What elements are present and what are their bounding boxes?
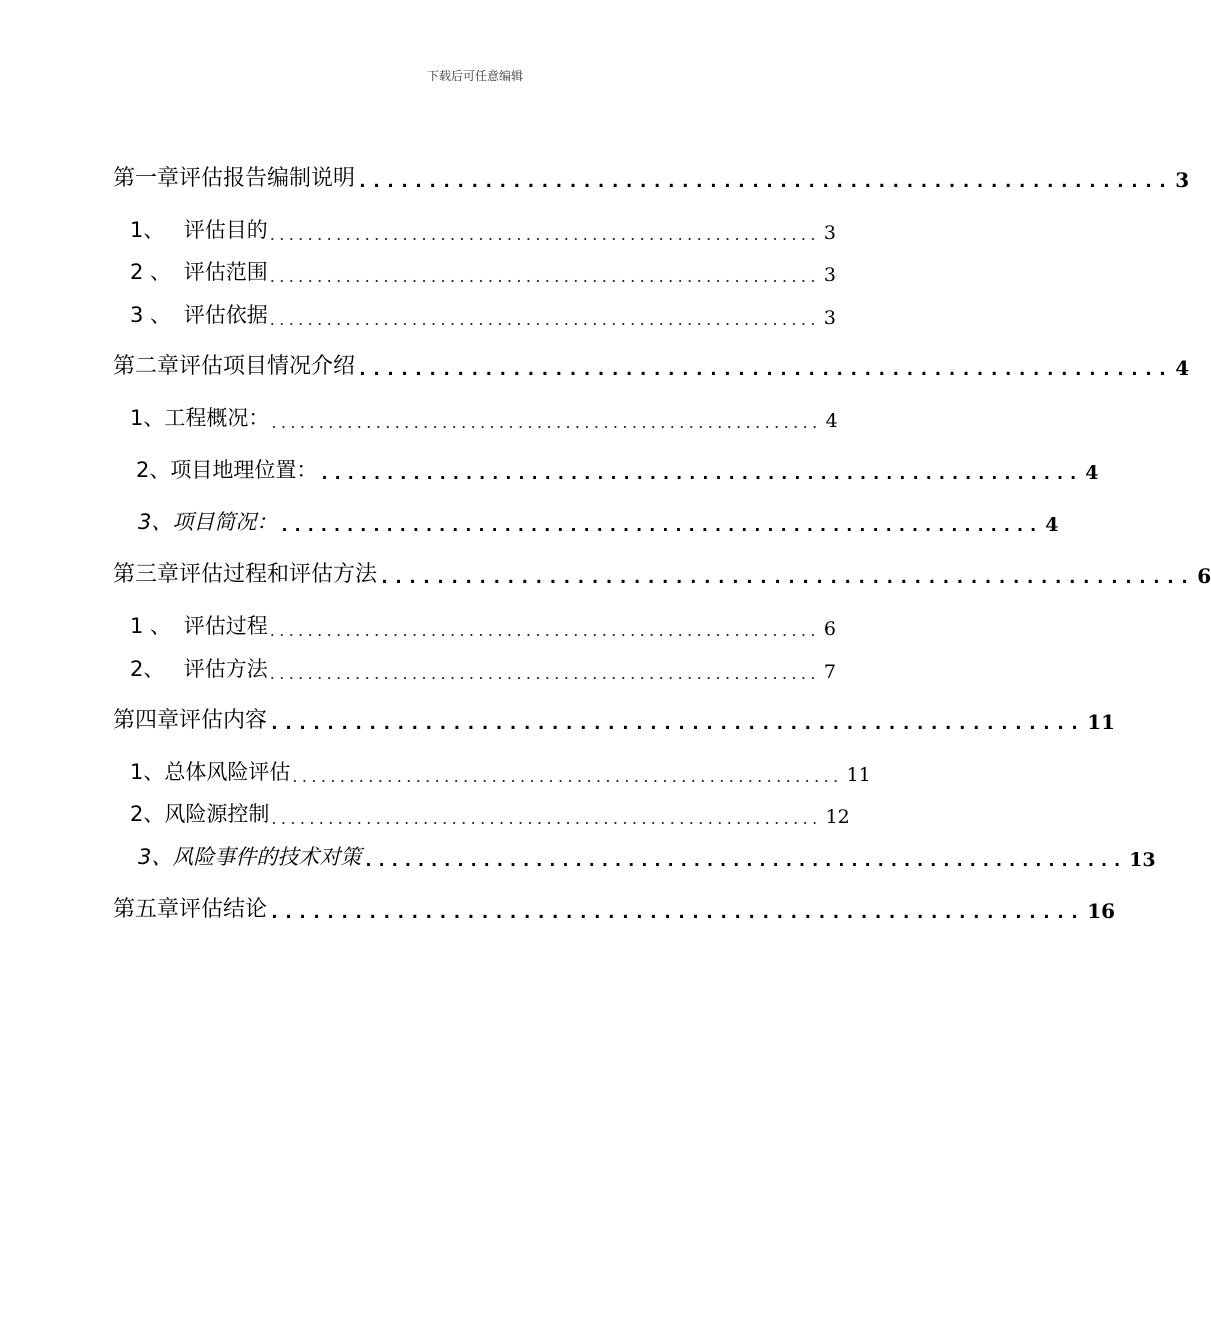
toc-entry-chapter-5[interactable] [0, 889, 1116, 923]
toc-entry-title: 评估报告编制说明 [179, 166, 356, 191]
toc-entry-page: 11 [1087, 710, 1116, 734]
toc-entry-chapter-1[interactable] [0, 158, 1190, 192]
toc-entry-page: 4 [825, 410, 838, 432]
toc-entry-title: 工程概况： [164, 406, 270, 430]
toc-dot-leader: .......................................................... [271, 413, 822, 432]
toc-entry-page: 3 [823, 307, 836, 329]
toc-entry-page: 16 [1087, 899, 1116, 923]
toc-entry-title: 评估内容 [179, 708, 268, 733]
toc-dot-leader: .......................................................... [269, 713, 1084, 734]
toc-entry-4-3[interactable] [0, 837, 1156, 871]
toc-dot-leader: .......................................................... [269, 621, 820, 640]
toc-entry-number: 第四章 [113, 708, 180, 733]
toc-entry-chapter-2[interactable] [0, 346, 1190, 380]
toc-entry-title: 评估项目情况介绍 [179, 354, 356, 379]
toc-entry-title: 风险事件的技术对策 [172, 845, 362, 869]
toc-entry-1-2[interactable] [0, 252, 950, 286]
toc-entry-chapter-3[interactable] [0, 554, 1211, 588]
toc-entry-page: 13 [1129, 849, 1156, 871]
toc-entry-page: 4 [1085, 462, 1099, 484]
toc-entry-1-3[interactable] [0, 295, 950, 329]
toc-entry-3-1[interactable] [0, 606, 950, 640]
toc-entry-title: 评估依据 [183, 303, 268, 327]
toc-entry-number: 3、 [138, 845, 173, 869]
toc-dot-leader: .......................................................... [269, 225, 820, 244]
toc-entry-number: 2、 [130, 657, 165, 681]
toc-dot-leader: .......................................................... [363, 851, 1126, 871]
toc-entry-page: 12 [825, 806, 850, 828]
toc-entry-number: 2、 [130, 802, 165, 826]
toc-dot-leader: .......................................................... [292, 767, 843, 786]
toc-entry-number: 第三章 [113, 562, 180, 587]
toc-entry-title: 评估过程 [183, 614, 268, 638]
toc-entry-1-1[interactable] [0, 210, 950, 244]
toc-entry-page: 3 [823, 222, 836, 244]
toc-entry-title: 项目地理位置： [170, 458, 318, 482]
toc-entry-page: 6 [823, 618, 836, 640]
toc-entry-title: 总体风险评估 [164, 760, 291, 784]
toc-entry-page: 3 [823, 264, 836, 286]
toc-entry-page: 4 [1175, 356, 1190, 380]
toc-entry-number: 1、 [130, 218, 165, 242]
toc-dot-leader: .......................................................... [379, 567, 1194, 588]
toc-entry-title: 评估结论 [179, 897, 268, 922]
toc-entry-3-2[interactable] [0, 649, 950, 683]
toc-entry-title: 风险源控制 [164, 802, 270, 826]
toc-entry-chapter-4[interactable] [0, 700, 1116, 734]
toc-entry-2-1[interactable] [0, 398, 950, 432]
toc-entry-page: 4 [1045, 514, 1059, 536]
header-note: 下载后可任意编辑 [426, 69, 523, 83]
toc-entry-page: 7 [823, 661, 836, 683]
toc-entry-number: 1 、 [130, 614, 172, 638]
toc-entry-2-2[interactable] [0, 450, 1099, 484]
toc-entry-number: 3 、 [130, 303, 172, 327]
toc-dot-leader: .......................................................... [357, 171, 1172, 192]
toc-entry-number: 第二章 [113, 354, 180, 379]
toc-entry-number: 第一章 [113, 166, 180, 191]
toc-dot-leader: .......................................................... [269, 664, 820, 683]
toc-dot-leader: .......................................................... [269, 310, 820, 329]
toc-entry-title: 评估目的 [183, 218, 268, 242]
toc-entry-title: 项目简况： [172, 510, 278, 534]
toc-entry-number: 第五章 [113, 897, 180, 922]
toc-entry-number: 1、 [130, 760, 165, 784]
toc-dot-leader: .......................................................... [269, 902, 1084, 923]
toc-entry-4-2[interactable] [0, 794, 950, 828]
toc-entry-page: 6 [1197, 564, 1211, 588]
toc-entry-page: 11 [846, 764, 871, 786]
toc-dot-leader: .......................................................... [279, 516, 1042, 536]
toc-dot-leader: .......................................................... [271, 809, 822, 828]
toc-entry-number: 1、 [130, 406, 165, 430]
toc-entry-title: 评估过程和评估方法 [179, 562, 378, 587]
toc-entry-number: 2、 [136, 458, 171, 482]
toc-entry-4-1[interactable] [0, 752, 950, 786]
toc-entry-title: 评估范围 [183, 260, 268, 284]
toc-dot-leader: .......................................................... [269, 267, 820, 286]
toc-entry-page: 3 [1175, 168, 1190, 192]
toc-entry-title: 评估方法 [183, 657, 268, 681]
toc-dot-leader: .......................................................... [319, 464, 1082, 484]
toc-entry-number: 3、 [138, 510, 173, 534]
toc-entry-number: 2 、 [130, 260, 172, 284]
toc-dot-leader: .......................................................... [357, 359, 1172, 380]
toc-entry-2-3[interactable] [0, 502, 1059, 536]
